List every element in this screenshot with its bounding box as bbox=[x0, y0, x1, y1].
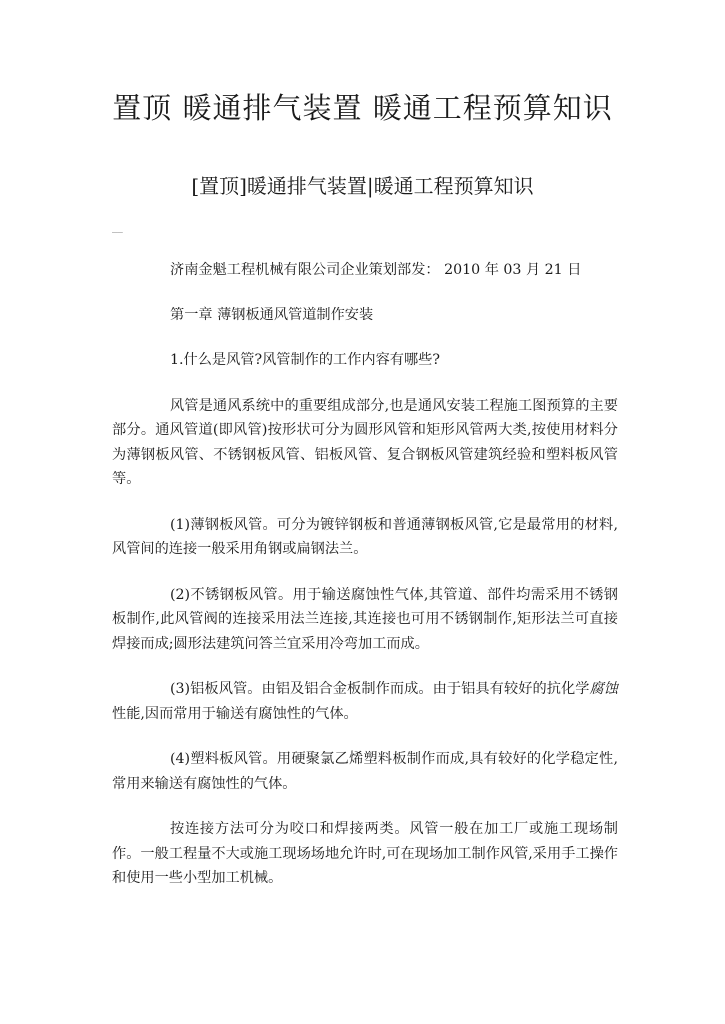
publish-meta: 济南金魁工程机械有限公司企业策划部发： 2010 年 03 月 21 日 bbox=[170, 262, 582, 278]
aluminum-text-italic: 腐蚀 bbox=[589, 681, 618, 697]
paragraph-thin-steel: (1)薄钢板风管。可分为镀锌钢板和普通薄钢板风管,它是最常用的材料,风管间的连接一般采用角钢或扁钢法兰。 bbox=[112, 516, 618, 557]
page-title: 置顶 暖通排气装置 暖通工程预算知识 bbox=[112, 91, 613, 125]
page-subtitle: [置顶]暖通排气装置|暖通工程预算知识 bbox=[191, 174, 534, 198]
paragraph-stainless: (2)不锈钢板风管。用于输送腐蚀性气体,其管道、部件均需采用不锈钢板制作,此风管阀的连接采用法兰连接,其连接也可用不锈钢制作,矩形法兰可直接焊接而成;圆形法建筑问答兰宜采用冷弯加工而成。 bbox=[112, 586, 618, 652]
paragraph-plastic: (4)塑料板风管。用硬聚氯乙烯塑料板制作而成,具有较好的化学稳定性,常用来输送有腐蚀性的气体。 bbox=[112, 751, 618, 792]
aluminum-text-end: 性能,因而常用于输送有腐蚀性的气体。 bbox=[112, 705, 358, 722]
article-body bbox=[112, 258, 618, 912]
question-heading: 1.什么是风管?风管制作的工作内容有哪些? bbox=[170, 352, 440, 368]
paragraph-aluminum bbox=[112, 677, 618, 726]
paragraph-connection: 按连接方法可分为咬口和焊接两类。风管一般在加工厂或施工现场制作。一般工程量不大或施工现场场地允许时,可在现场加工制作风管,采用手工操作和使用一些小型加工机械。 bbox=[112, 821, 618, 886]
separator-mark: —— bbox=[112, 228, 123, 238]
chapter-heading: 第一章 薄钢板通风管道制作安装 bbox=[170, 306, 374, 323]
aluminum-text-start: (3)铝板风管。由铝及铝合金板制作而成。由于铝具有较好的抗化学 bbox=[170, 681, 590, 697]
paragraph-intro: 风管是通风系统中的重要组成部分,也是通风安装工程施工图预算的主要部分。通风管道(即风管)按形状可分为圆形风管和矩形风管两大类,按使用材料分为薄钢板风管、不锈钢板风管、铝板风管、复合钢板风管建筑经验和塑料板风管等。 bbox=[112, 397, 618, 487]
